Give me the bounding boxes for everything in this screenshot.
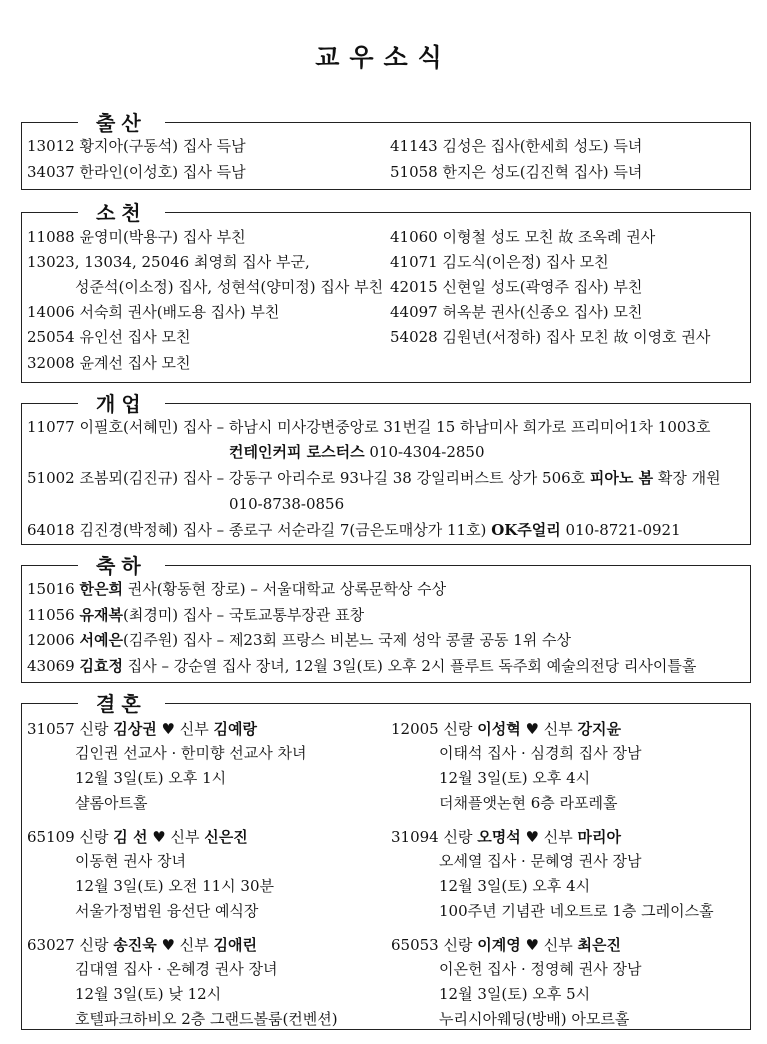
wedding-place: 더채플앳논현 6층 라포레홀 bbox=[439, 794, 618, 812]
bride-word: 신부 bbox=[543, 828, 573, 846]
groom-name: 송진욱 bbox=[113, 936, 157, 954]
wedding-family: 이온헌 집사 · 정영혜 권사 장남 bbox=[439, 960, 642, 978]
birth-item: 41143 김성은 집사(한세희 성도) 득녀 bbox=[390, 137, 643, 155]
heart-icon: ♥ bbox=[525, 936, 539, 954]
death-item: 11088 윤영미(박용구) 집사 부친 bbox=[27, 228, 246, 246]
groom-word: 신랑 bbox=[79, 720, 109, 738]
bride-word: 신부 bbox=[543, 720, 573, 738]
bride-word: 신부 bbox=[179, 720, 209, 738]
wedding-couple bbox=[391, 827, 621, 847]
member-number: 63027 bbox=[27, 936, 75, 954]
groom-name: 오명석 bbox=[477, 828, 521, 846]
death-item: 44097 허옥분 권사(신종오 집사) 모친 bbox=[390, 303, 643, 321]
groom-word: 신랑 bbox=[443, 828, 473, 846]
wedding-couple bbox=[391, 935, 621, 955]
member-number: 43069 bbox=[27, 657, 80, 675]
groom-word: 신랑 bbox=[443, 720, 473, 738]
wedding-couple bbox=[27, 827, 248, 847]
opening-text: 64018 김진경(박정혜) 집사 – 종로구 서순라길 7(금은도매상가 11호) bbox=[27, 521, 492, 539]
member-name: 김효정 bbox=[79, 657, 123, 675]
wedding-date: 12월 3일(토) 오후 4시 bbox=[439, 877, 591, 895]
wedding-place: 호텔파크하비오 2층 그랜드볼룸(컨벤션) bbox=[75, 1010, 338, 1028]
opening-text: 확장 개원 bbox=[653, 469, 721, 487]
section-congrats-heading: 축하 bbox=[78, 555, 165, 577]
wedding-family: 김대열 집사 · 온혜경 권사 장녀 bbox=[75, 960, 278, 978]
wedding-date: 12월 3일(토) 오후 4시 bbox=[439, 769, 591, 787]
bride-word: 신부 bbox=[179, 936, 209, 954]
section-birth-heading: 출산 bbox=[78, 112, 165, 134]
member-name: 유재복 bbox=[79, 606, 123, 624]
opening-text: 010-8738-0856 bbox=[229, 495, 345, 513]
wedding-date: 12월 3일(토) 낮 12시 bbox=[75, 985, 222, 1003]
page-title: 교우소식 bbox=[315, 43, 452, 72]
wedding-date: 12월 3일(토) 오전 11시 30분 bbox=[75, 877, 275, 895]
congrats-item bbox=[27, 605, 364, 625]
groom-name: 이성혁 bbox=[477, 720, 521, 738]
death-item: 42015 신현일 성도(곽영주 집사) 부친 bbox=[390, 278, 643, 296]
wedding-date: 12월 3일(토) 오후 5시 bbox=[439, 985, 591, 1003]
member-number: 11056 bbox=[27, 606, 80, 624]
wedding-family: 이태석 집사 · 심경희 집사 장남 bbox=[439, 744, 642, 762]
business-name: 컨테인커피 로스터스 bbox=[229, 443, 365, 461]
groom-word: 신랑 bbox=[79, 936, 109, 954]
member-number: 65109 bbox=[27, 828, 75, 846]
member-number: 65053 bbox=[391, 936, 439, 954]
wedding-couple bbox=[391, 719, 621, 739]
member-number: 12005 bbox=[391, 720, 439, 738]
death-item: 성준석(이소정) 집사, 성현석(양미정) 집사 부친 bbox=[75, 278, 384, 296]
opening-text: 51002 조봄뫼(김진규) 집사 – 강동구 아리수로 93나길 38 강일리버스트 상가 506호 bbox=[27, 469, 590, 487]
death-item: 41071 김도식(이은정) 집사 모친 bbox=[390, 253, 609, 271]
groom-name: 김상권 bbox=[113, 720, 157, 738]
wedding-couple bbox=[27, 935, 257, 955]
congrats-text: (최경미) 집사 – 국토교통부장관 표창 bbox=[122, 606, 365, 624]
heart-icon: ♥ bbox=[525, 720, 539, 738]
member-number: 12006 bbox=[27, 631, 80, 649]
death-item: 54028 김원년(서정하) 집사 모친 故 이영호 권사 bbox=[390, 328, 711, 346]
wedding-place: 누리시아웨딩(방배) 아모르홀 bbox=[439, 1010, 630, 1028]
bride-name: 강지윤 bbox=[577, 720, 622, 738]
death-item: 14006 서숙희 권사(배도용 집사) 부친 bbox=[27, 303, 280, 321]
section-opening-heading: 개업 bbox=[78, 393, 165, 415]
heart-icon: ♥ bbox=[525, 828, 539, 846]
bride-name: 마리아 bbox=[577, 828, 622, 846]
death-item: 13023, 13034, 25046 최영희 집사 부군, bbox=[27, 253, 310, 271]
business-name: OK주얼리 bbox=[491, 521, 561, 539]
wedding-family: 이동현 권사 장녀 bbox=[75, 852, 186, 870]
section-death-heading: 소천 bbox=[78, 202, 165, 224]
opening-text: 010-4304-2850 bbox=[364, 443, 485, 461]
opening-item bbox=[27, 468, 721, 488]
death-item: 41060 이형철 성도 모친 故 조옥례 권사 bbox=[390, 228, 656, 246]
groom-word: 신랑 bbox=[79, 828, 109, 846]
wedding-date: 12월 3일(토) 오후 1시 bbox=[75, 769, 227, 787]
wedding-couple bbox=[27, 719, 257, 739]
groom-word: 신랑 bbox=[443, 936, 473, 954]
heart-icon: ♥ bbox=[161, 936, 175, 954]
bride-name: 김예랑 bbox=[213, 720, 258, 738]
groom-name: 김 선 bbox=[113, 828, 148, 846]
congrats-text: 집사 – 강순열 집사 장녀, 12월 3일(토) 오후 2시 플루트 독주회 예술의전당 리사이틀홀 bbox=[122, 657, 697, 675]
death-item: 32008 윤계선 집사 모친 bbox=[27, 354, 191, 372]
heart-icon: ♥ bbox=[152, 828, 166, 846]
congrats-text: (김주원) 집사 – 제23회 프랑스 비본느 국제 성악 콩쿨 공동 1위 수상 bbox=[122, 631, 572, 649]
congrats-item bbox=[27, 630, 571, 650]
groom-name: 이계영 bbox=[477, 936, 521, 954]
member-name: 서예은 bbox=[79, 631, 123, 649]
opening-item bbox=[229, 494, 344, 514]
bride-name: 최은진 bbox=[577, 936, 622, 954]
section-wedding-heading: 결혼 bbox=[78, 693, 165, 715]
member-name: 한은희 bbox=[79, 580, 123, 598]
opening-item bbox=[27, 417, 710, 437]
bride-word: 신부 bbox=[170, 828, 200, 846]
wedding-place: 서울가정법원 융선단 예식장 bbox=[75, 902, 259, 920]
congrats-text: 권사(황동현 장로) – 서울대학교 상록문학상 수상 bbox=[122, 580, 447, 598]
bride-word: 신부 bbox=[543, 936, 573, 954]
member-number: 31057 bbox=[27, 720, 75, 738]
opening-text: 11077 이필호(서혜민) 집사 – 하남시 미사강변중앙로 31번길 15 하남미사 희가로 프리미어1차 1003호 bbox=[27, 418, 711, 436]
bride-name: 신은진 bbox=[204, 828, 248, 846]
wedding-place: 100주년 기념관 네오트로 1층 그레이스홀 bbox=[439, 902, 714, 920]
member-number: 31094 bbox=[391, 828, 439, 846]
member-number: 15016 bbox=[27, 580, 80, 598]
birth-item: 51058 한지은 성도(김진혁 집사) 득녀 bbox=[390, 163, 643, 181]
opening-text: 010-8721-0921 bbox=[560, 521, 681, 539]
opening-item bbox=[27, 520, 681, 540]
bride-name: 김애린 bbox=[213, 936, 258, 954]
opening-item bbox=[229, 442, 485, 462]
birth-item: 34037 한라인(이성호) 집사 득남 bbox=[27, 163, 246, 181]
birth-item: 13012 황지아(구동석) 집사 득남 bbox=[27, 137, 246, 155]
wedding-family: 오세열 집사 · 문혜영 권사 장남 bbox=[439, 852, 642, 870]
heart-icon: ♥ bbox=[161, 720, 175, 738]
death-item: 25054 유인선 집사 모친 bbox=[27, 328, 191, 346]
congrats-item bbox=[27, 579, 446, 599]
wedding-family: 김인권 선교사 · 한미향 선교사 차녀 bbox=[75, 744, 307, 762]
congrats-item bbox=[27, 656, 696, 676]
wedding-place: 샬롬아트홀 bbox=[75, 794, 148, 812]
business-name: 피아노 봄 bbox=[589, 469, 654, 487]
